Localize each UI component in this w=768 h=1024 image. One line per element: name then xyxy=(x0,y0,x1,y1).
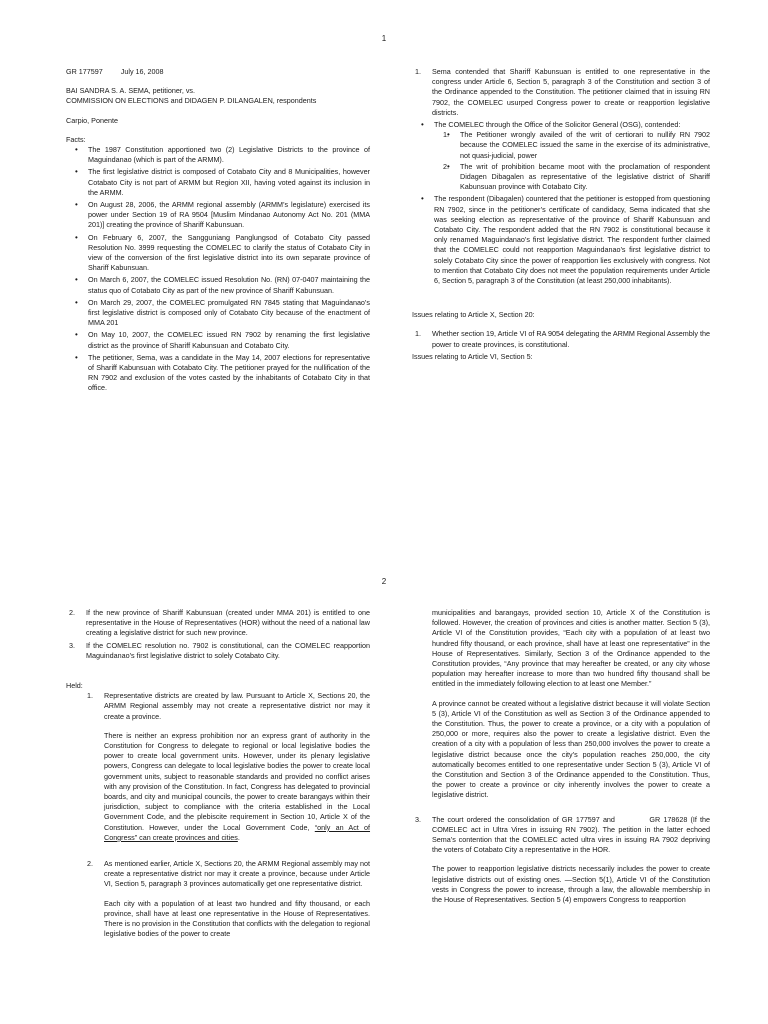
issues-heading-article-x: Issues relating to Article X, Section 20: xyxy=(412,310,535,320)
comelec-list xyxy=(412,120,710,286)
page1-right-column xyxy=(412,67,710,362)
list-number: 2. xyxy=(69,608,75,617)
issues-continued-list xyxy=(66,608,370,661)
osg-bullet: • The COMELEC through the Office of the Solicitor General (OSG), contended: • 1. The Petitioner wrongly availed of the writ of certiorari to nullify RN 7902 because the COMELEC issued the same in the exercise of its administrative, not quasi-judicial, power • 2. The writ of prohibition became moot with the proclamation of respondent Didagen Dibagalen as representative of the legislative district of Shariff Kabunsuan province with Cotabato City. xyxy=(434,120,710,192)
list-number: 1. xyxy=(415,67,421,76)
contention-item: 1. Sema contended that Shariff Kabunsuan is entitled to one representative in the congress under Article 6, Section 5, paragraph 3 of the Constitution and section 3 of the Ordinance appended to the Constitution. The petitioner claimed that in issuing RN 7902, the COMELEC usurped Congress power to create or reapportion legislative districts. xyxy=(415,67,710,117)
facts-heading: Facts: xyxy=(66,134,86,144)
facts-list xyxy=(66,145,370,394)
ponente: Carpio, Ponente xyxy=(66,115,118,125)
facts-item: • The first legislative district is composed of Cotabato City and 8 Municipalities, however Cotabato City is not part of ARMM but Region XII, having voted against its inclusion in the ARMM. xyxy=(88,167,370,198)
osg-points xyxy=(434,130,710,192)
issue-item: 3. If the COMELEC resolution no. 7902 is constitutional, can the COMELEC reapportion Maguindanao’s first legislative district to solely Cotabato City. xyxy=(69,640,370,660)
facts-item: • On February 6, 2007, the Sangguniang Panglungsod of Cotabato City passed Resolution No. 3999 requesting the COMELEC to clarify the status of Cotabato City in view of the conversion of the first legislative district into its own separate province of Shariff Kabunsuan. xyxy=(88,233,370,274)
facts-item: • On May 10, 2007, the COMELEC issued RN 7902 by renaming the first legislative district as the province of Shariff Kabunsuan and Cotabato City. xyxy=(88,330,370,350)
contention-list xyxy=(412,67,710,118)
list-number: 1. xyxy=(415,329,421,339)
facts-item: • The petitioner, Sema, was a candidate in the May 14, 2007 elections for representative of Shariff Kabunsuan with Cotabato City. The petitioner prayed for the nullification of the RN 7902 and exclusion of the votes casted by the inhabitants of Cotabato City in that office. xyxy=(88,353,370,394)
case-header xyxy=(66,67,370,77)
facts-item: • The 1987 Constitution apportioned two (2) Legislative Districts to the province of Maguindanao (which is part of the ARMM). xyxy=(88,145,370,165)
held-heading: Held: xyxy=(66,681,83,691)
facts-item: • On August 28, 2006, the ARMM regional assembly (ARMM’s legislature) exercised its power under Section 19 of RA 9504 [Muslim Mindanao Autonomy Act No. 201 (MMA 201)] creating the province of Shariff Kabunsuan. xyxy=(88,200,370,231)
gr-number: GR 177597 xyxy=(66,67,103,76)
list-number: 2. xyxy=(87,859,93,869)
list-number: 3. xyxy=(69,640,75,650)
osg-point: • 1. The Petitioner wrongly availed of the writ of certiorari to nullify RN 7902 because the COMELEC issued the same in the exercise of its administrative, not quasi-judicial, power xyxy=(460,130,710,161)
parties-line-1: BAI SANDRA S. A. SEMA, petitioner, vs. xyxy=(66,86,196,96)
decision-date: July 16, 2008 xyxy=(120,67,164,76)
held3-paragraph: The power to reapportion legislative districts necessarily includes the power to create legislative districts out of existing ones. —Section 5(1), Article VI of the Constitution vests in Congress the power to increase, through a law, the allowable membership in the House of Representatives. Section 5 (4) empowers Congress to reapportion xyxy=(432,864,710,905)
list-number: • 2. xyxy=(443,161,449,171)
held-item: 1. Representative districts are created by law. Pursuant to Article X, Sections 20, the ARMM Regional assembly may not create a representative district nor may it create a province. There is neither an express prohibition nor an express grant of authority in the Constitution for Congress to delegate to regional or local legislative bodies the power to create local government units. However, under its plenary legislative powers, Congress can delegate to local legislative bodies the power to create local government units, subject to reasonable standards and provided no conflict arises with any provision of the Constitution. In fact, Congress has delegated to provincial boards, and city and municipal councils, the power to create barangays within their jurisdiction, subject to compliance with the criteria established in the Local Government Code, and the plebiscite requirement in Section 10, Article X of the Constitution. However, under the Local Government Code, “only an Act of Congress” can create provinces and cities. xyxy=(87,691,371,842)
issues-list xyxy=(412,329,710,349)
list-number: 1. xyxy=(87,691,93,701)
respondent-bullet: • The respondent (Dibagalen) countered that the petitioner is estopped from questioning RN 7902, since in the petitioner’s certificate of candidacy, Sema indicated that she was seeking election as representative of the province of Shariff Kabunsuan and Cotabato City. The respondent added that the RN 7902 is constitutional because it only renamed Maguindanao’s first legislative district. The respondent further claimed that the COMELEC could not reapportion Maguindanao’s first legislative district to solely Cotabato City since the power of reapportion lies exclusively with congress. Not to mention that Cotabato City does not meet the population requirements under Article 6, Section 5, paragraph 3 of the Constitution (at least 250,000 inhabitants). xyxy=(434,194,710,286)
held-item: 2. As mentioned earlier, Article X, Sections 20, the ARMM Regional assembly may not create a representative district nor may it create a province, because under Article VI, Section 5, paragraph 3 provinces automatically get one representative district. Each city with a population of at least two hundred and fifty thousand, or each province, shall have at least one representative in the House of Representatives. There is no provision in the Constitution that conflicts with the delegation to regional legislative bodies of the power to create xyxy=(87,859,370,939)
held2-paragraph-continued: municipalities and barangays, provided section 10, Article X of the Constitution is followed. However, the creation of provinces and cities is another matter. Section 5 (3), Article VI of the Constitution provides, “Each city with a population of at least two hundred fifty thousand, or each province, shall have at least one representative” in the House of Representatives. Similarly, Section 3 of the Ordinance appended to the Constitution provides, “Any province that may hereafter be created, or any city whose population may hereafter increase to more than two hundred fifty thousand shall be entitled in the immediately following election to at least one Member.” xyxy=(432,608,710,689)
facts-item: • On March 29, 2007, the COMELEC promulgated RN 7845 stating that Maguindanao’s first legislative district is composed only of Cotabato City because of the enactment of MMA 201 xyxy=(88,298,370,329)
issue-item: 2. If the new province of Shariff Kabunsuan (created under MMA 201) is entitled to one representative in the House of Representatives (HOR) without the need of a national law creating a legislative district for such new province. xyxy=(69,608,370,638)
list-number: • 1. xyxy=(443,130,449,140)
issues-heading-article-vi: Issues relating to Article VI, Section 5: xyxy=(412,351,533,361)
page1-left-column xyxy=(66,67,370,396)
held2-paragraph-2: A province cannot be created without a legislative district because it will violate Section 5 (3), Article VI of the Constitution as well as Section 3 of the Ordinance appended to the Constitution. Thus, the power to create a province, or a city with a population of 250,000 or more, requires also the power to create a legislative district. Even the creation of a city with a population of less than 250,000 involves the power to create a legislative district because once the city’s population reaches 250,000, the city automatically becomes entitled to one representative under Section 5 (3), Article VI of the Constitution and Section 3 of the Ordinance appended to the Constitution. Thus, the power to create a province or city inherently involves the power to create a legislative district. xyxy=(432,698,710,800)
held-list-continued xyxy=(415,814,712,906)
facts-item: • On March 6, 2007, the COMELEC issued Resolution No. (RN) 07-0407 maintaining the status quo of Cotabato City as part of the new province of Shariff Kabunsuan. xyxy=(88,275,370,295)
held-item: 3. The court ordered the consolidation of GR 177597 and GR 178628 (If the COMELEC act in Ultra Vires in issuing RN 7902). The petition in the latter echoed Sema’s contention that the COMELEC acted ultra vires in issuing RA 7902 depriving the voters of Cotabato City a representative in the HOR. The power to reapportion legislative districts necessarily includes the power to create legislative districts out of existing ones. —Section 5(1), Article VI of the Constitution vests in Congress the power to increase, through a law, the allowable membership in the House of Representatives. Section 5 (4) empowers Congress to reapportion xyxy=(415,814,712,905)
osg-point: • 2. The writ of prohibition became moot with the proclamation of respondent Didagen Dibagalen as representative of the legislative district of Shariff Kabunsuan province with Cotabato City. xyxy=(460,162,710,193)
page2-right-column xyxy=(415,608,712,907)
page2-left-column xyxy=(66,608,370,941)
page-number-2: 2 xyxy=(381,577,387,586)
held-list xyxy=(66,691,370,939)
underlined-quote: “only an Act of Congress” can create provinces and cities xyxy=(104,822,371,842)
held2-paragraph: Each city with a population of at least two hundred and fifty thousand, or each province, shall have at least one representative in the House of Representatives. There is no provision in the Constitution that conflicts with the delegation to regional legislative bodies of the power to create xyxy=(104,898,370,939)
page-number-1: 1 xyxy=(381,34,387,43)
issue-item: 1. Whether section 19, Article VI of RA 9054 delegating the ARMM Regional Assembly the power to create provinces, is constitutional. xyxy=(415,329,710,349)
parties-line-2: COMMISSION ON ELECTIONS and DIDAGEN P. DILANGALEN, respondents xyxy=(66,96,317,106)
held1-paragraph: There is neither an express prohibition nor an express grant of authority in the Constitution for Congress to delegate to regional or local legislative bodies the power to create local government units. However, under its plenary legislative powers, Congress can delegate to local legislative bodies the power to create local government units, subject to reasonable standards and provided no conflict arises with any provision of the Constitution. In fact, Congress has delegated to provincial boards, and city and municipal councils, the power to create barangays within their jurisdiction, subject to compliance with the criteria established in the Local Government Code, and the plebiscite requirement in Section 10, Article X of the Constitution. However, under the Local Government Code, “only an Act of Congress” can create provinces and cities. xyxy=(104,730,371,842)
list-number: 3. xyxy=(415,814,421,824)
